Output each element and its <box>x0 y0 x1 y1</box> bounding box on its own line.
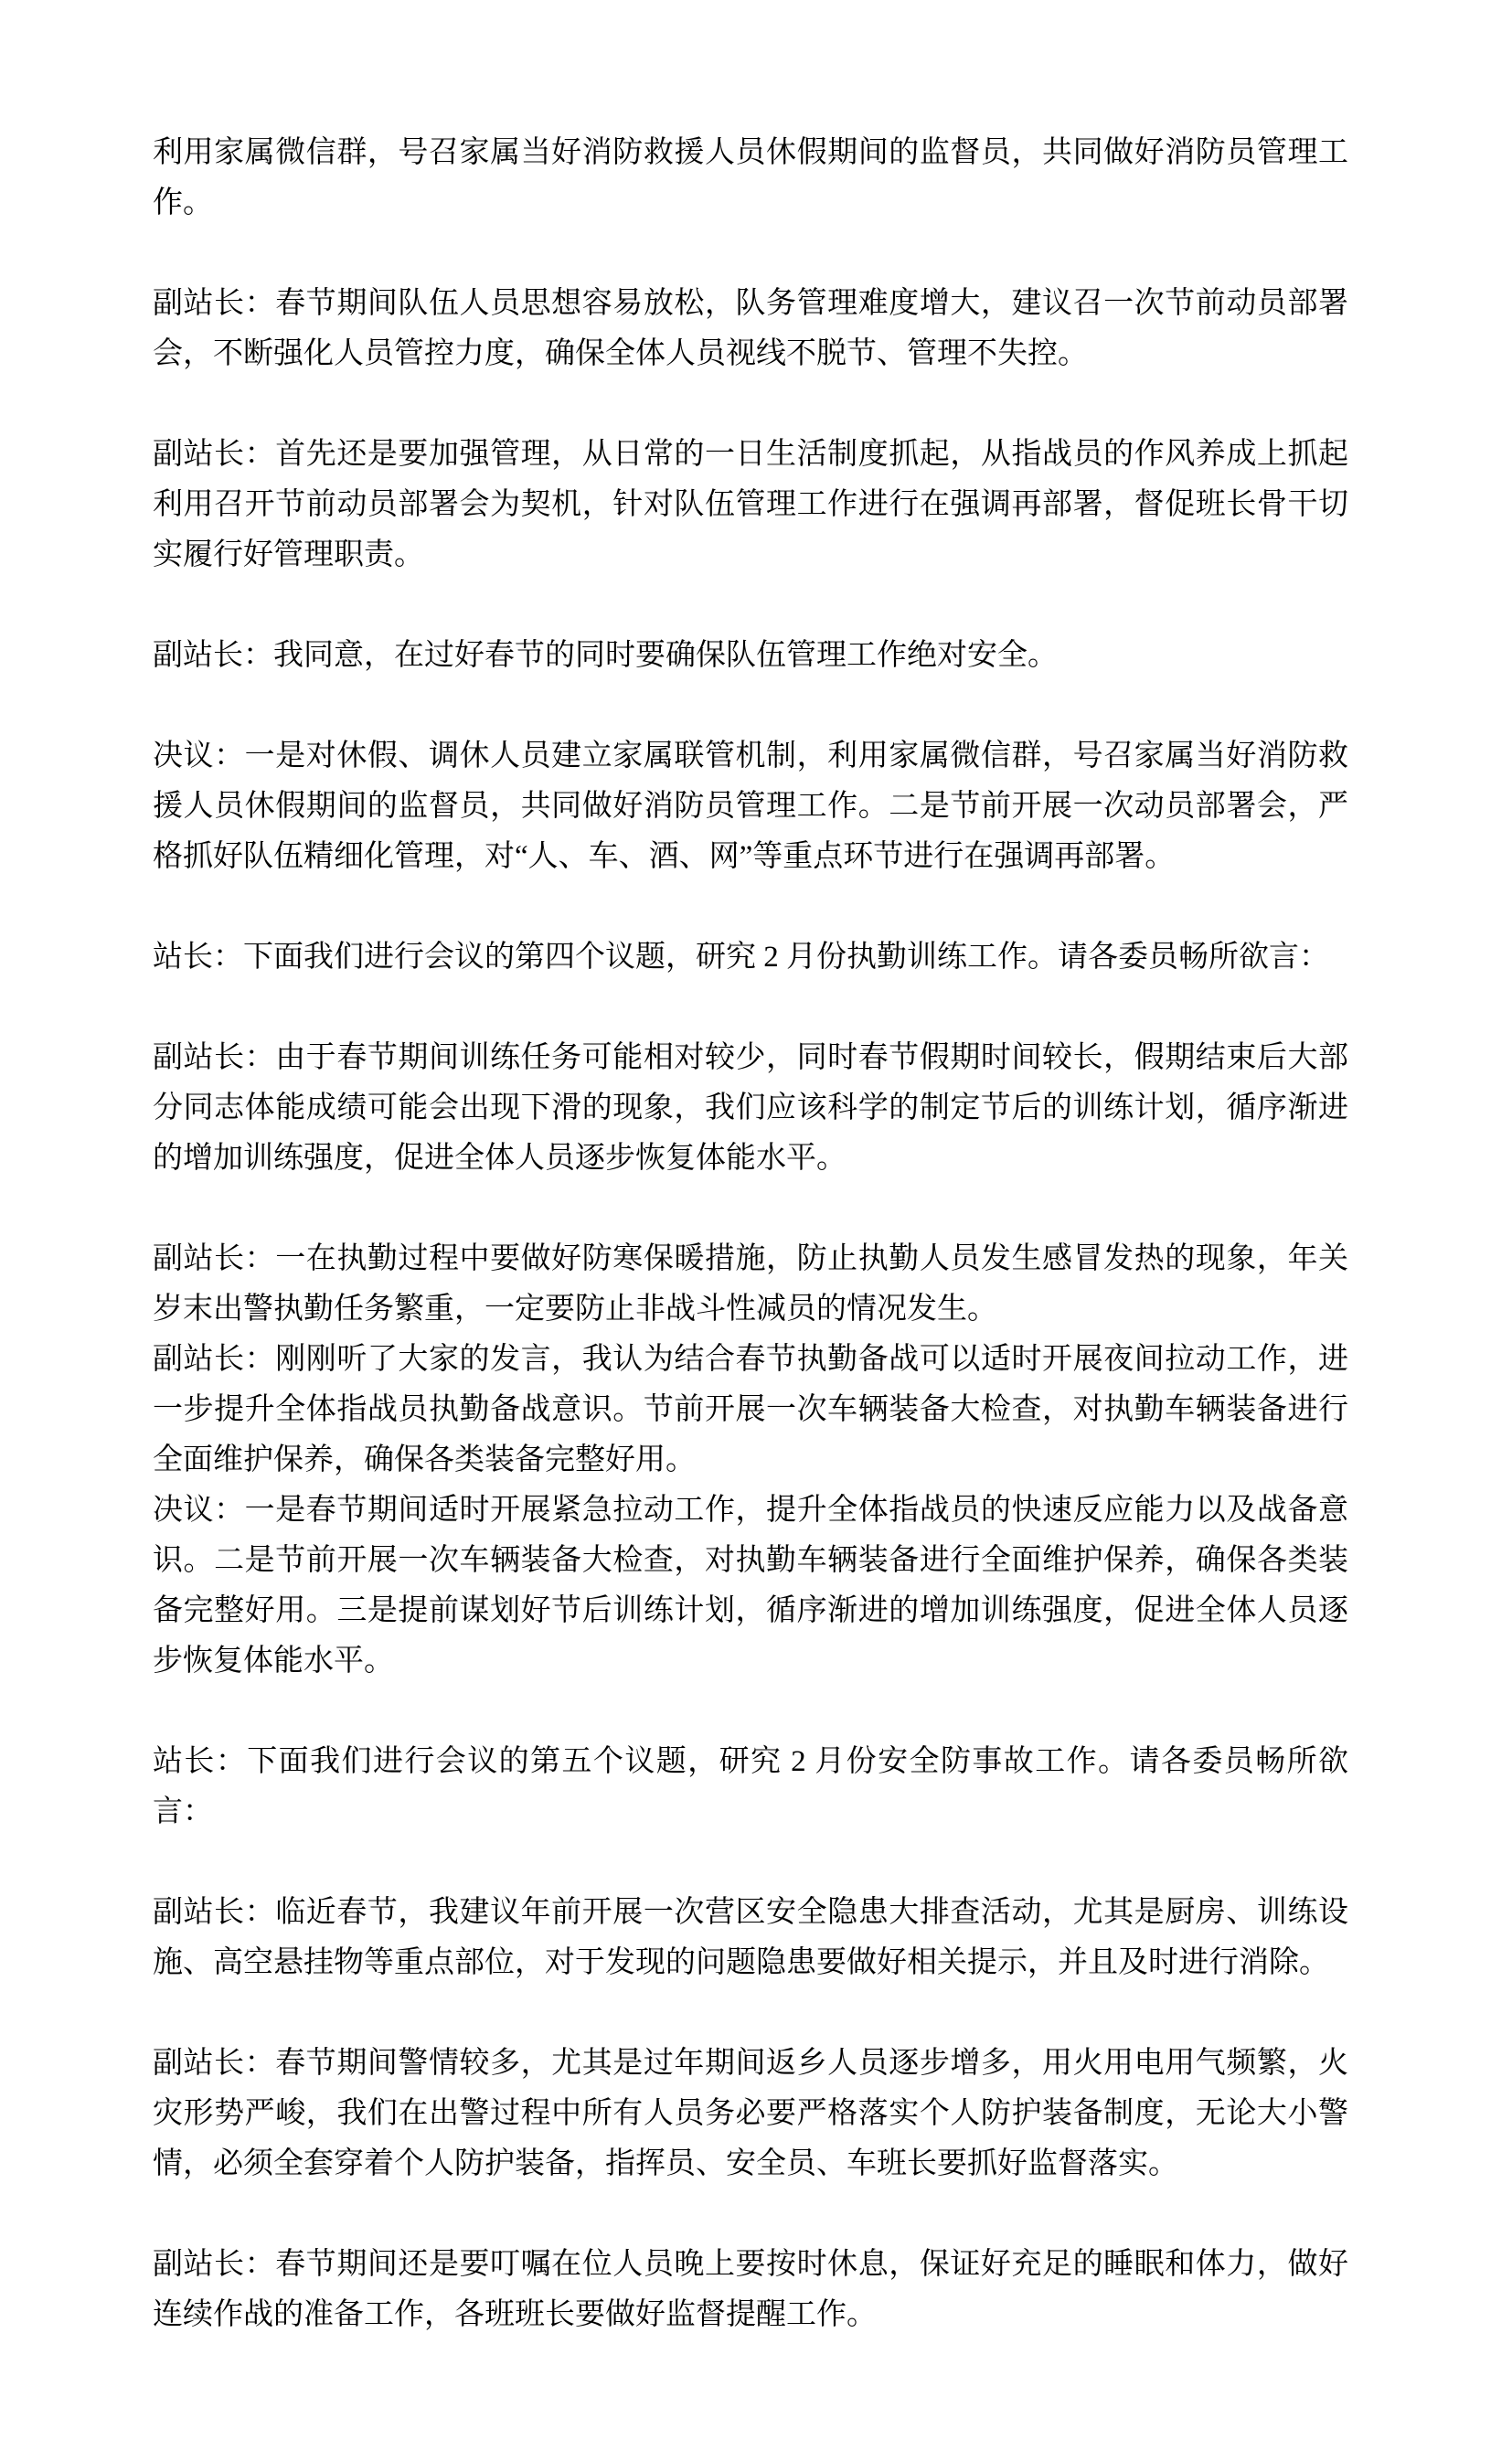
paragraph-06: 站长：下面我们进行会议的第四个议题，研究 2 月份执勤训练工作。请各委员畅所欲言： <box>153 941 1329 974</box>
paragraph-10: 决议：一是春节期间适时开展紧急拉动工作，提升全体指战员的快速反应能力以及战备意识。二是节前开展一次车辆装备大检查，对执勤车辆装备进行全面维护保养，确保各类装备完整好用。三是提前谋划好节后训练计划，循序渐进的增加训练强度，促进全体人员逐步恢复体能水平。 <box>153 1494 1348 1678</box>
paragraph-04: 副站长：我同意，在过好春节的同时要确保队伍管理工作绝对安全。 <box>153 639 1058 672</box>
paragraph-14: 副站长：春节期间还是要叮嘱在位人员晚上要按时休息，保证好充足的睡眠和体力，做好连续作战的准备工作，各班班长要做好监督提醒工作。 <box>153 2248 1348 2331</box>
paragraph-02: 副站长：春节期间队伍人员思想容易放松，队务管理难度增大，建议召一次节前动员部署会，不断强化人员管控力度，确保全体人员视线不脱节、管理不失控。 <box>153 287 1348 370</box>
paragraph-01: 利用家属微信群，号召家属当好消防救援人员休假期间的监督员，共同做好消防员管理工作。 <box>153 136 1348 219</box>
paragraph-09: 副站长：刚刚听了大家的发言，我认为结合春节执勤备战可以适时开展夜间拉动工作，进一步提升全体指战员执勤备战意识。节前开展一次车辆装备大检查，对执勤车辆装备进行全面维护保养，确保各类装备完整好用。 <box>153 1343 1348 1476</box>
paragraph-03: 副站长：首先还是要加强管理，从日常的一日生活制度抓起，从指战员的作风养成上抓起利用召开节前动员部署会为契机，针对队伍管理工作进行在强调再部署，督促班长骨干切实履行好管理职责。 <box>153 438 1348 571</box>
paragraph-07: 副站长：由于春节期间训练任务可能相对较少，同时春节假期时间较长，假期结束后大部分同志体能成绩可能会出现下滑的现象，我们应该科学的制定节后的训练计划，循序渐进的增加训练强度，促进全体人员逐步恢复体能水平。 <box>153 1041 1348 1175</box>
paragraph-13: 副站长：春节期间警情较多，尤其是过年期间返乡人员逐步增多，用火用电用气频繁，火灾形势严峻，我们在出警过程中所有人员务必要严格落实个人防护装备制度，无论大小警情，必须全套穿着个人防护装备，指挥员、安全员、车班长要抓好监督落实。 <box>153 2047 1348 2180</box>
paragraph-05: 决议：一是对休假、调休人员建立家属联管机制，利用家属微信群，号召家属当好消防救援人员休假期间的监督员，共同做好消防员管理工作。二是节前开展一次动员部署会，严格抓好队伍精细化管理，对“人、车、酒、网”等重点环节进行在强调再部署。 <box>153 740 1348 873</box>
paragraph-08: 副站长：一在执勤过程中要做好防寒保暖措施，防止执勤人员发生感冒发热的现象，年关岁末出警执勤任务繁重，一定要防止非战斗性减员的情况发生。 <box>153 1242 1348 1326</box>
paragraph-12: 副站长：临近春节，我建议年前开展一次营区安全隐患大排查活动，尤其是厨房、训练设施、高空悬挂物等重点部位，对于发现的问题隐患要做好相关提示，并且及时进行消除。 <box>153 1896 1348 1979</box>
paragraph-11: 站长：下面我们进行会议的第五个议题，研究 2 月份安全防事故工作。请各委员畅所欲言： <box>153 1745 1348 1828</box>
